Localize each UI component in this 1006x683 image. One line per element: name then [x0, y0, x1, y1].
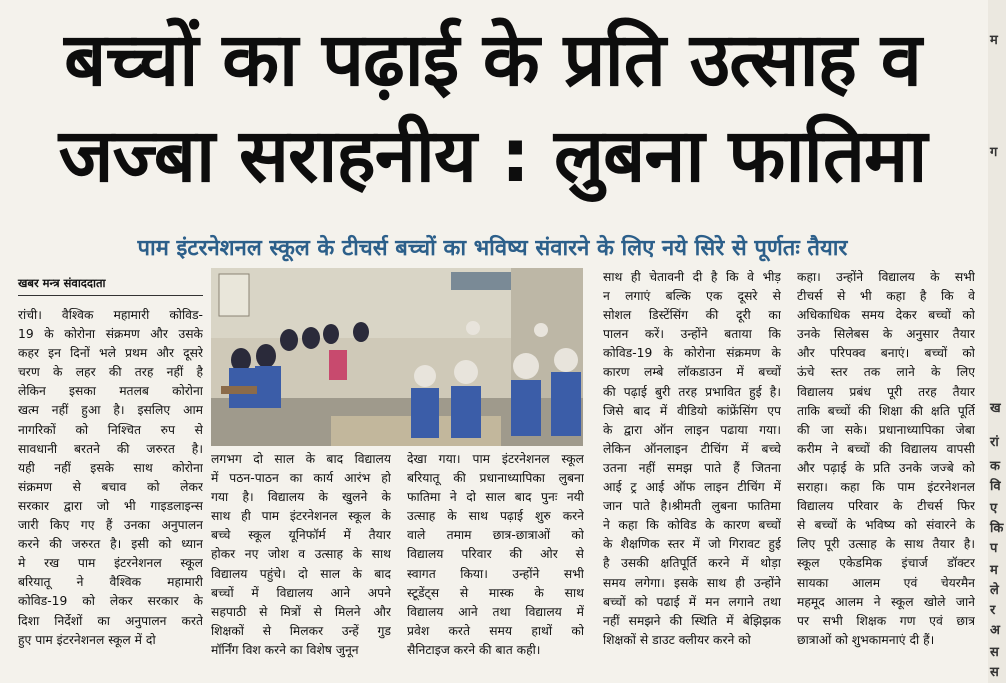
article-line: विद्यालय आने तथा विद्यालय में [407, 604, 584, 619]
article-line: संक्रमण से बचाव को लेकर [18, 479, 203, 494]
article-line: लिए पूरी उत्साह के साथ तैयार है। [797, 537, 975, 552]
article-line: नागरिकों को निश्चित रुप से [18, 422, 203, 437]
article-line: की पढ़ाई बुरी तरह प्रभावित हुई है। [603, 384, 781, 399]
article-line: कहा। उन्होंने विद्यालय के सभी [797, 270, 975, 284]
article-line: उनके सिलेबस के अनुसार तैयार [797, 327, 975, 342]
article-line: हुए पाम इंटरनेशनल स्कूल में दो [18, 632, 156, 647]
article-line: गया है। विद्यालय के खुलने के [211, 490, 391, 505]
edge-fragment: स [990, 645, 999, 660]
article-line: टीचर्स से भी कहा है कि वे [797, 289, 975, 304]
article-line: चरण के लहर की तरह नहीं है [18, 365, 203, 380]
article-line: छात्राओं को शुभकामनाएं दी हैं। [797, 632, 935, 647]
article-line: सहपाठी से मित्रों से मिलने और [211, 604, 391, 619]
article-line: विद्यालय प्रबंध पूरी तरह तैयार [797, 384, 975, 399]
article-line: विद्यालय पहुंचे। दो साल के बाद [211, 566, 391, 581]
article-line: पर सभी शिक्षक गण एवं छात्र [797, 613, 975, 628]
article-line: उत्साह के साथ पढ़ाई शुरु करने [407, 509, 584, 524]
article-line: साथ ही पाम इंटरनेशनल स्कूल के [211, 509, 391, 524]
article-line: कोविड-19 को लेकर सरकार के [18, 594, 203, 609]
article-line: स्वागत किया। उन्होंने सभी [407, 566, 584, 581]
article-line: बरियातू ने वैश्विक महामारी [18, 575, 203, 590]
article-line: करीम ने बच्चों की विद्यालय वापसी [797, 441, 975, 456]
article-line: बच्चे स्कूल यूनिफॉर्म में तैयार [211, 528, 391, 543]
article-line: कारण लम्बे लॉकडाउन में बच्चों [603, 365, 781, 380]
article-line: यही नहीं इसके साथ कोरोना [18, 460, 203, 475]
article-line: पालन करें। उन्होंने बताया कि [603, 327, 781, 342]
article-line: जिसे बाद में वीडियो कांफ्रेंसिंग एप [603, 403, 781, 418]
edge-fragment: ख [990, 401, 1001, 416]
edge-fragment: प [990, 541, 998, 556]
byline-rule [18, 295, 203, 296]
article-column-3 [407, 450, 584, 660]
edge-fragment: म [990, 33, 998, 48]
article-line: जारी किए गए हैं उनका अनुपालन [18, 518, 203, 533]
article-line: वाले तमाम छात्र-छात्राओं को [407, 528, 584, 543]
article-line: के द्वारा ऑन लाइन पढाया गया। [603, 422, 781, 437]
article-line: ताकि बच्चों की शिक्षा की क्षति पूर्ति [797, 403, 975, 418]
article-line: समय लगेगा। इसके साथ ही उन्होंने [603, 575, 781, 590]
edge-fragment: स [990, 665, 999, 680]
article-line: बच्चों को पढाई में मन लगाने तथा [603, 594, 781, 609]
edge-fragment: रां [990, 435, 999, 450]
article-line: की जा सके। प्रधानाध्यापिका जेबा [797, 422, 975, 437]
article-line: कोविड-19 के कोरोना संक्रमण के [603, 346, 781, 361]
article-line: के शैक्षणिक स्तर में जो गिरावट हुई [603, 537, 781, 552]
article-column-4 [603, 268, 781, 650]
edge-fragment: वि [990, 479, 1001, 494]
article-line: स्कूल एकेडमिक इंचार्ज डॉक्टर [797, 556, 975, 571]
article-line: सराहा। कहा कि पाम इंटरनेशनल [797, 480, 975, 495]
article-column-5 [797, 268, 975, 650]
article-line: प्रवेश करते समय हाथों को [407, 623, 584, 638]
article-line: अधिकाधिक समय देकर बच्चों को [797, 308, 975, 323]
article-line: विद्यालय परिवार की ओर से [407, 547, 584, 562]
headline-line-2: जज्बा सराहनीय : लुबना फातिमा [58, 113, 927, 199]
article-column-2 [211, 450, 391, 660]
article-line: सायका आलम एवं चेयरमैन [797, 575, 975, 590]
byline: खबर मन्त्र संवाददाता [18, 276, 106, 290]
article-line: बच्चों में विद्यालय आने अपने [211, 585, 391, 600]
edge-fragment: म [990, 563, 998, 578]
article-line: शिक्षकों से मिलकर उन्हें गुड [211, 623, 391, 638]
article-line: सोशल डिस्टेंसिंग की दूरी का [603, 308, 781, 323]
article-line: खत्म नहीं हुआ है। इसलिए आम [18, 403, 203, 418]
article-line: जान पाते है।श्रीमती लुबना फातिमा [603, 499, 781, 514]
article-line: नहीं समझने की स्थिति में बेझिझक [603, 613, 781, 628]
article-line: शिक्षकों से डाउट क्लीयर करने को [603, 632, 751, 647]
article-line: और परिपक्व बनाएं। बच्चों को [797, 346, 975, 361]
article-line: रांची। वैश्विक महामारी कोविड- [18, 308, 203, 322]
article-line: न लगाएं बल्कि एक दूसरे से [603, 289, 781, 304]
article-line: और पढ़ाई के प्रति उनके जज्बे को [797, 460, 975, 475]
article-line: आई ट्र आई ऑफ लाइन टीचिंग में [603, 480, 781, 495]
article-line: स्टूडेंट्स से मास्क के साथ [407, 585, 584, 600]
article-line: सावधानी बरतने की जरुरत है। [18, 441, 203, 456]
headline-line-1: बच्चों का पढ़ाई के प्रति उत्साह व [64, 17, 921, 103]
article-line: फातिमा ने दो साल बाद पुनः नयी [407, 490, 584, 505]
article-line: सरकार द्वारा जो भी गाइडलाइन्स [18, 498, 203, 513]
article-line: लेकिन ऑनलाइन टीचिंग में बच्चे [603, 441, 781, 456]
edge-fragment: ले [990, 583, 999, 598]
article-line: लेकिन इसका मतलब कोरोना [18, 384, 203, 399]
article-line: सैनिटाइज करने की बात कही। [407, 642, 541, 657]
article-line: उतना नहीं समझ पाते हैं जितना [603, 460, 781, 475]
article-line: है उसकी क्षतिपूर्ति करने में थोड़ा [603, 556, 781, 571]
article-line: विद्यालय परिवार के टीचर्स फिर [797, 499, 975, 514]
article-line: करने की जरुरत है। इसी को ध्यान [18, 537, 203, 552]
article-line: देखा गया। पाम इंटरनेशनल स्कूल [407, 452, 584, 466]
edge-fragment: र [990, 603, 996, 618]
article-column-1 [18, 306, 203, 650]
article-line: साथ ही चेतावनी दी है कि वे भीड़ [603, 270, 781, 284]
article-line: 19 के कोरोना संक्रमण और उसके [18, 327, 203, 342]
article-line: में पठन-पाठन का कार्य आरंभ हो [211, 471, 391, 486]
article-line: होकर नए जोश व उत्साह के साथ [211, 547, 391, 562]
article-line: मे रख पाम इंटरनेशनल स्कूल [18, 556, 203, 571]
article-line: से बच्चों के भविष्य को संवारने के [797, 518, 975, 533]
edge-fragment: ग [990, 145, 998, 160]
classroom-photo [211, 268, 583, 446]
article-line: मॉर्निंग विश करने का विशेष जुनून [211, 642, 359, 657]
article-line: ने कहा कि कोविड के कारण बच्चों [603, 518, 781, 533]
article-line: लगभग दो साल के बाद विद्यालय [211, 452, 391, 466]
article-line: बरियातू की प्रधानाध्यापिका लुबना [407, 471, 584, 486]
edge-fragment: अ [990, 623, 1000, 638]
article-line: ऊंचे स्तर तक लाने के लिए [797, 365, 975, 380]
article-line: कहर इन दिनों भले प्रथम और दूसरे [18, 346, 203, 361]
subheadline: पाम इंटरनेशनल स्कूल के टीचर्स बच्चों का भविष्य संवारने के लिए नये सिरे से पूर्णतः तैयार [137, 236, 848, 261]
edge-fragment: कि [990, 521, 1004, 536]
edge-fragment: क [990, 459, 1000, 474]
article-line: दिशा निर्देशों का अनुपालन करते [18, 613, 203, 628]
adjacent-page-edge [988, 0, 1006, 683]
edge-fragment: ए [990, 501, 998, 516]
article-line: महमूद आलम ने स्कूल खोले जाने [797, 594, 975, 609]
